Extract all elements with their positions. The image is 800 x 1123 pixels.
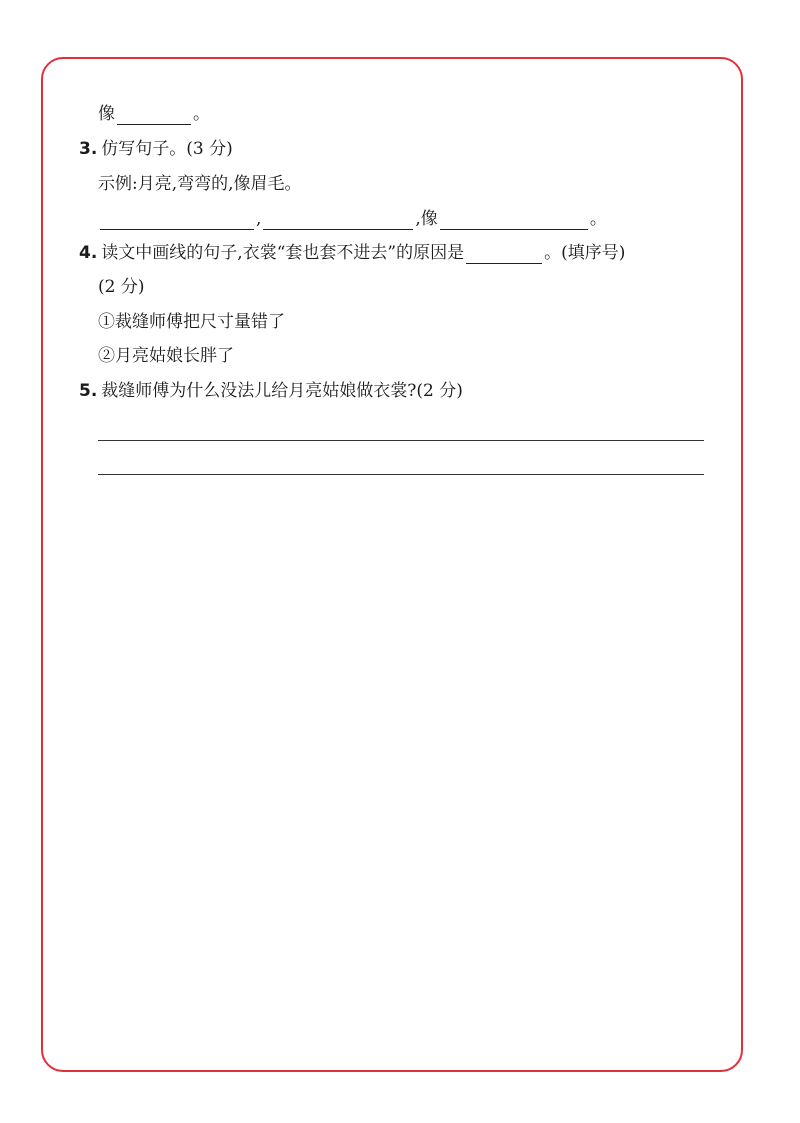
question-5 xyxy=(79,380,463,402)
question-4-option-2 xyxy=(98,345,234,367)
question-4-text-after: 。(填序号) xyxy=(544,243,626,263)
question-3-fill-line xyxy=(98,208,607,230)
continuation-line xyxy=(98,103,210,125)
question-4-option-1-text: ①裁缝师傅把尺寸量错了 xyxy=(98,312,285,332)
question-3-example xyxy=(98,173,302,195)
answer-blank-3a[interactable] xyxy=(100,213,254,230)
answer-blank-3b[interactable] xyxy=(263,213,413,230)
question-4-option-2-text: ②月亮姑娘长胖了 xyxy=(98,346,234,366)
answer-line-5a[interactable] xyxy=(98,440,704,441)
answer-line-5b[interactable] xyxy=(98,474,704,475)
question-3-end: 。 xyxy=(589,209,607,229)
continuation-suffix: 。 xyxy=(193,104,210,124)
answer-blank-3c[interactable] xyxy=(440,213,588,230)
question-3-number: 3. xyxy=(79,139,98,159)
question-5-text: 裁缝师傅为什么没法儿给月亮姑娘做衣裳?(2 分) xyxy=(101,381,463,401)
question-5-number: 5. xyxy=(79,381,98,401)
question-4-number: 4. xyxy=(79,243,98,263)
question-4-score xyxy=(98,276,144,298)
question-4-option-1 xyxy=(98,311,285,333)
continuation-prefix: 像 xyxy=(98,104,115,124)
question-3-sep1: , xyxy=(256,209,262,229)
question-3-sep2: ,像 xyxy=(415,209,438,229)
question-3-text: 仿写句子。(3 分) xyxy=(101,139,233,159)
question-3 xyxy=(79,138,233,160)
answer-blank-4[interactable] xyxy=(466,247,542,264)
question-4-score-text: (2 分) xyxy=(98,277,145,297)
question-4 xyxy=(79,242,625,264)
answer-blank-continuation[interactable] xyxy=(117,108,191,125)
question-4-text-before: 读文中画线的句子,衣裳“套也套不进去”的原因是 xyxy=(101,243,465,263)
question-3-example-text: 示例:月亮,弯弯的,像眉毛。 xyxy=(98,174,302,194)
